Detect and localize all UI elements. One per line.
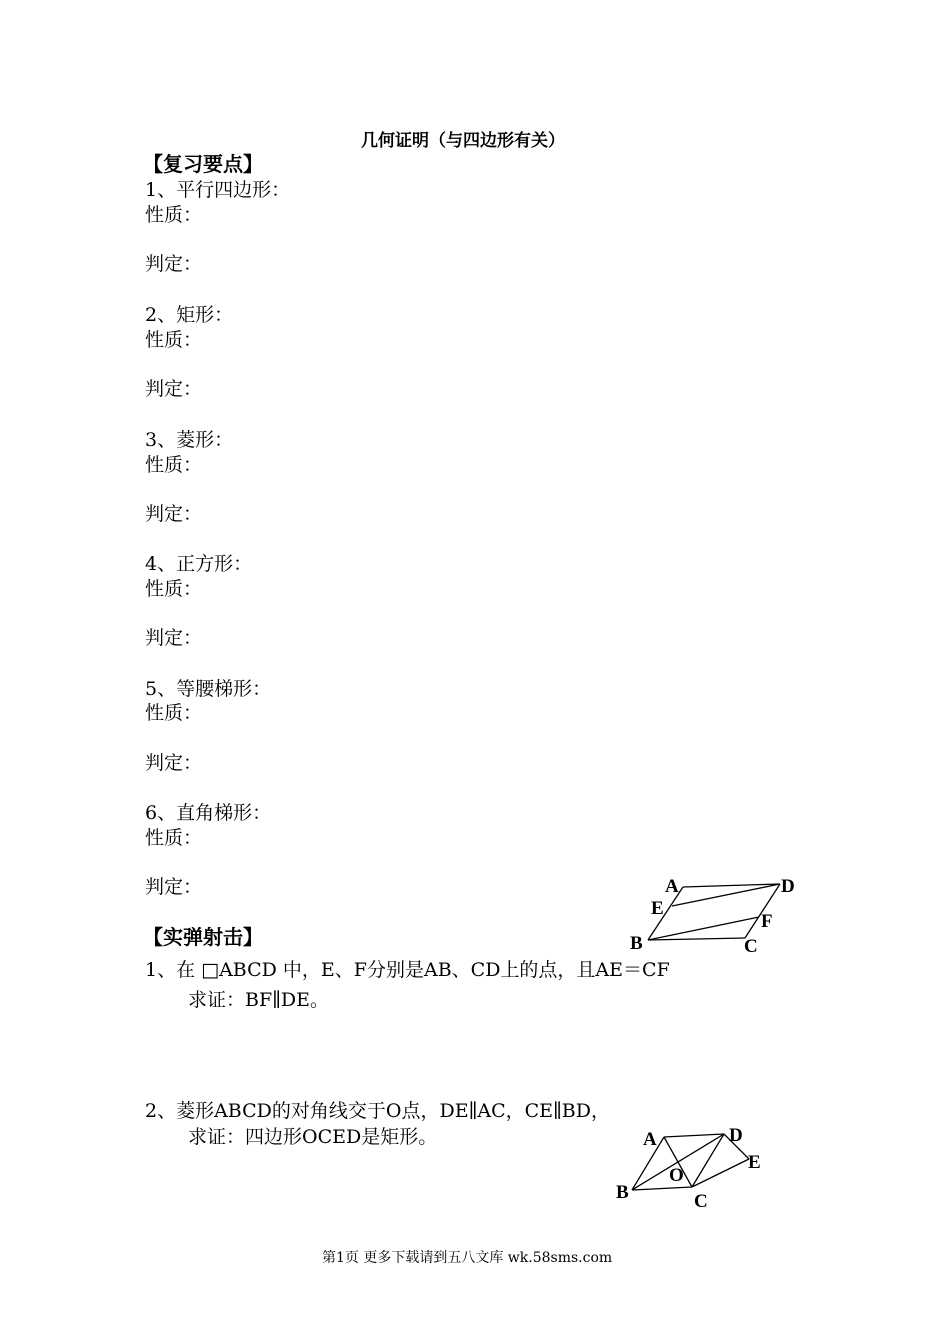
- topic-4-criterion: 判定：: [145, 627, 203, 649]
- fig2-label-C: C: [694, 1191, 708, 1212]
- problem-2-statement: 2、菱形ABCD的对角线交于O点，DE∥AC，CE∥BD，: [145, 1100, 610, 1122]
- practice-heading: 【实弹射击】: [143, 925, 263, 949]
- fig1-label-E: E: [651, 898, 664, 919]
- topic-5-property: 性质：: [145, 702, 203, 724]
- topic-6-property: 性质：: [145, 827, 203, 849]
- page-footer: 第1页 更多下载请到五八文库 wk.58sms.com: [322, 1250, 613, 1266]
- fig2-side-BC: [632, 1187, 692, 1190]
- page-title: 几何证明（与四边形有关）: [361, 131, 565, 151]
- fig1-label-D: D: [781, 876, 795, 897]
- topic-5-criterion: 判定：: [145, 752, 203, 774]
- fig2-label-E: E: [748, 1152, 761, 1173]
- topic-3-property: 性质：: [145, 454, 203, 476]
- topic-2-criterion: 判定：: [145, 378, 203, 400]
- fig2-label-A: A: [643, 1129, 657, 1150]
- topic-2-name: 2、矩形：: [145, 304, 234, 326]
- problem-1-statement: 1、在 □ABCD 中，E、F分别是AB、CD上的点，且AE＝CF: [145, 959, 670, 981]
- fig2-side-AD: [664, 1134, 724, 1137]
- problem-2-prove: 求证：四边形OCED是矩形。: [188, 1126, 438, 1148]
- topic-5-name: 5、等腰梯形：: [145, 678, 272, 700]
- fig2-label-D: D: [729, 1125, 743, 1146]
- topic-4-name: 4、正方形：: [145, 553, 253, 575]
- topic-6-criterion: 判定：: [145, 876, 203, 898]
- figure-1-parallelogram: [625, 872, 805, 957]
- topic-1-property: 性质：: [145, 204, 203, 226]
- topic-6-name: 6、直角梯形：: [145, 802, 272, 824]
- topic-3-name: 3、菱形：: [145, 429, 234, 451]
- fig1-label-A: A: [665, 876, 679, 897]
- topic-1-criterion: 判定：: [145, 253, 203, 275]
- topic-1-name: 1、平行四边形：: [145, 179, 291, 201]
- problem-1-prove: 求证：BF∥DE。: [188, 989, 330, 1011]
- figure-2-rhombus: [612, 1124, 792, 1214]
- review-heading: 【复习要点】: [143, 152, 263, 176]
- fig1-side-BC: [648, 938, 745, 940]
- fig1-label-C: C: [744, 936, 758, 957]
- fig2-label-O: O: [669, 1165, 684, 1186]
- topic-4-property: 性质：: [145, 578, 203, 600]
- fig1-label-F: F: [761, 911, 773, 932]
- fig1-segment-BF: [648, 917, 759, 940]
- topic-3-criterion: 判定：: [145, 503, 203, 525]
- topic-2-property: 性质：: [145, 329, 203, 351]
- fig2-label-B: B: [616, 1182, 629, 1203]
- fig1-label-B: B: [630, 933, 643, 954]
